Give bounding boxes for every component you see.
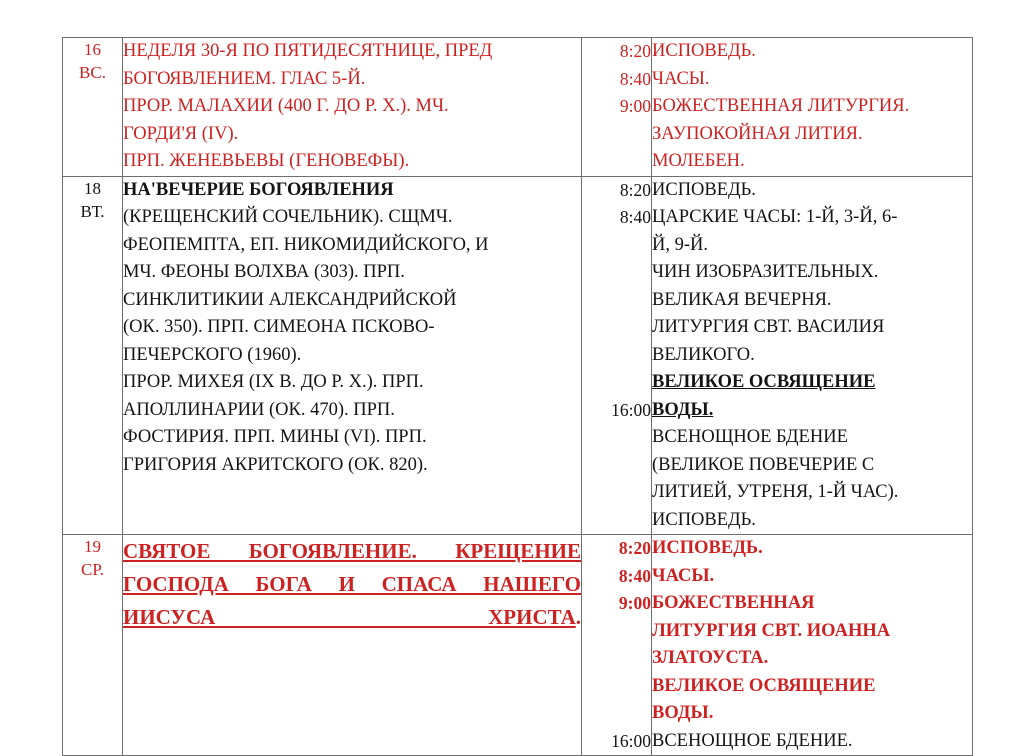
service-line: ЧИН ИЗОБРАЗИТЕЛЬНЫХ. (652, 262, 879, 282)
service-line: (ВЕЛИКОЕ ПОВЕЧЕРИЕ С (652, 454, 875, 475)
service-line: ЦАРСКИЕ ЧАСЫ: 1-Й, 3-Й, 6- (652, 207, 898, 227)
description-line: (ОК. 350). ПРП. СИМЕОНА ПСКОВО- (123, 317, 435, 337)
table-row (63, 176, 973, 535)
description-line: БОГОЯВЛЕНИЕМ. ГЛАС 5-Й. (123, 68, 366, 89)
service-line: БОЖЕСТВЕННАЯ (652, 593, 815, 613)
time-entry: 8:40 (618, 565, 651, 586)
services-cell (652, 38, 973, 177)
description-line: (КРЕЩЕНСКИЙ СОЧЕЛЬНИК). СЩМЧ. (123, 207, 453, 227)
feast-title-tail: . (575, 605, 581, 629)
description-line: ФЕОПЕМПТА, ЕП. НИКОМИДИЙСКОГО, И (123, 234, 489, 255)
description-line: ГРИГОРИЯ АКРИТСКОГО (ОК. 820). (123, 454, 428, 475)
feast-title-underlined: СВЯТОЕ БОГОЯВЛЕНИЕ. КРЕЩЕНИЕ ГОСПОДА БОГА И СПАСА НАШЕГО ИИСУСА ХРИСТА (123, 539, 581, 629)
date-weekday: СР. (81, 560, 104, 579)
service-schedule-table (62, 37, 973, 756)
description-line: ПЕЧЕРСКОГО (1960). (123, 344, 302, 365)
date-cell (63, 535, 123, 756)
description-heading: НА'ВЕЧЕРИЕ БОГОЯВЛЕНИЯ (123, 179, 394, 200)
date-day: 18 (84, 178, 101, 198)
description-line: СИНКЛИТИКИИ АЛЕКСАНДРИЙСКОЙ (123, 289, 457, 310)
date-weekday: ВТ. (80, 201, 105, 221)
services-cell (652, 176, 973, 535)
table-row (63, 535, 973, 756)
service-line-emphasis: ВЕЛИКОЕ ОСВЯЩЕНИЕ (652, 372, 876, 392)
service-line: ЗАУПОКОЙНАЯ ЛИТИЯ. (652, 123, 863, 144)
date-cell (63, 38, 123, 177)
date-weekday: ВС. (79, 63, 106, 82)
service-line: ВОДЫ. (652, 703, 714, 723)
time-entry: 8:40 (619, 68, 651, 89)
service-line: ВСЕНОЩНОЕ БДЕНИЕ (652, 427, 848, 447)
description-cell (123, 176, 582, 535)
description-line: ПРП. ЖЕНЕВЬЕВЫ (ГЕНОВЕФЫ). (123, 151, 410, 171)
service-line: ЛИТУРГИЯ СВТ. ВАСИЛИЯ (652, 317, 885, 337)
date-cell (63, 176, 123, 535)
time-entry: 9:00 (618, 593, 651, 613)
time-entry: 8:20 (619, 179, 651, 200)
description-line: НЕДЕЛЯ 30-Я ПО ПЯТИДЕСЯТНИЦЕ, ПРЕД (123, 41, 493, 61)
service-line: БОЖЕСТВЕННАЯ ЛИТУРГИЯ. (652, 96, 910, 116)
time-entry: 8:20 (618, 538, 651, 558)
service-line-emphasis: ВОДЫ. (652, 399, 714, 420)
services-cell (652, 535, 973, 756)
service-line: ЛИТИЕЙ, УТРЕНЯ, 1-Й ЧАС). (652, 482, 899, 502)
feast-title (123, 535, 581, 667)
service-line: ИСПОВЕДЬ. (652, 509, 756, 530)
service-line: ВЕЛИКОЕ ОСВЯЩЕНИЕ (652, 675, 876, 696)
description-line: ГОРДИ'Я (IV). (123, 123, 239, 144)
description-cell (123, 38, 582, 177)
service-line: ИСПОВЕДЬ. (652, 179, 756, 200)
service-line: ИСПОВЕДЬ. (652, 41, 756, 61)
description-line: ПРОР. МИХЕЯ (IX В. ДО Р. Х.). ПРП. (123, 372, 424, 392)
time-entry: 16:00 (611, 730, 651, 751)
time-cell (582, 176, 652, 535)
date-day: 16 (84, 40, 101, 59)
service-line: ЗЛАТОУСТА. (652, 648, 769, 668)
service-line: ЧАСЫ. (652, 565, 715, 586)
time-entry: 16:00 (611, 399, 651, 420)
service-line: ЛИТУРГИЯ СВТ. ИОАННА (652, 620, 891, 641)
description-line: МЧ. ФЕОНЫ ВОЛХВА (303). ПРП. (123, 262, 405, 282)
time-cell (582, 38, 652, 177)
time-entry: 9:00 (619, 96, 651, 116)
service-line: ВЕЛИКОГО. (652, 344, 755, 365)
service-line: ВЕЛИКАЯ ВЕЧЕРНЯ. (652, 289, 832, 310)
date-day: 19 (84, 537, 101, 556)
time-cell (582, 535, 652, 756)
service-line: Й, 9-Й. (652, 234, 709, 255)
description-line: ФОСТИРИЯ. ПРП. МИНЫ (VI). ПРП. (123, 427, 427, 447)
service-line: ИСПОВЕДЬ. (652, 538, 763, 558)
time-entry: 8:20 (619, 41, 651, 61)
description-line: АПОЛЛИНАРИИ (ОК. 470). ПРП. (123, 399, 395, 420)
time-entry: 8:40 (619, 207, 651, 227)
service-line: МОЛЕБЕН. (652, 151, 745, 171)
service-line: ЧАСЫ. (652, 68, 710, 89)
description-line: ПРОР. МАЛАХИИ (400 Г. ДО Р. Х.). МЧ. (123, 96, 449, 116)
service-line: ВСЕНОЩНОЕ БДЕНИЕ. (652, 730, 853, 751)
table-row (63, 38, 973, 177)
description-cell (123, 535, 582, 756)
